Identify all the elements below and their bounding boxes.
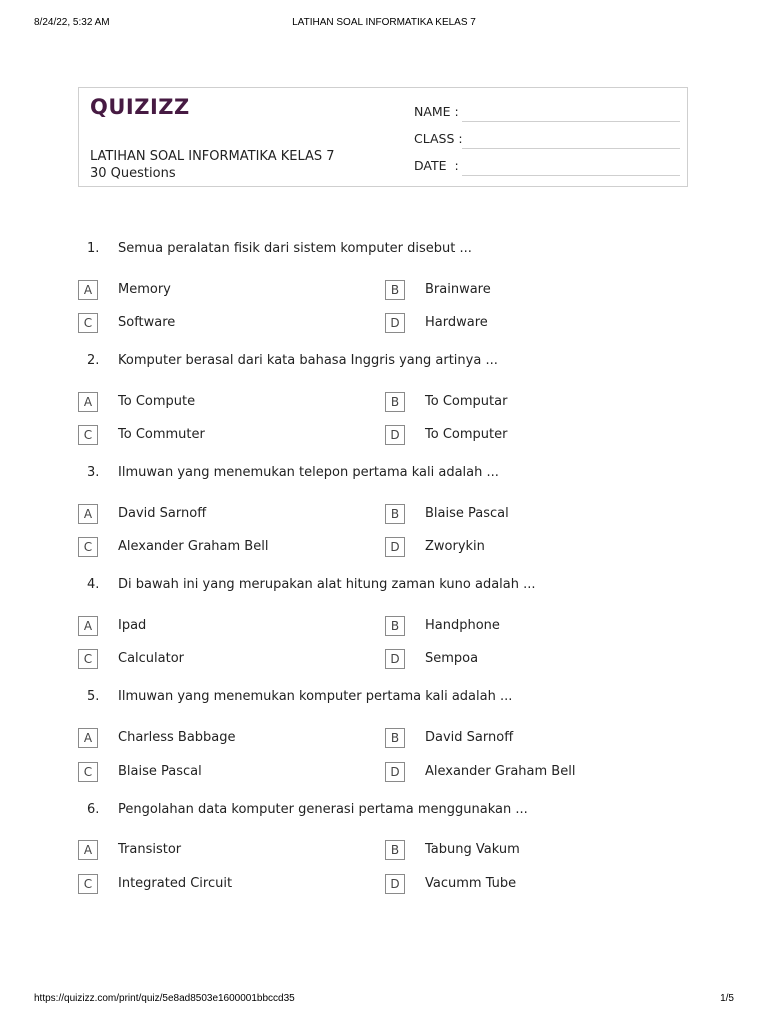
date-field[interactable] [414,156,680,176]
option-text: To Compute [118,394,196,409]
option-text: Memory [118,282,171,297]
option-text: To Commuter [118,427,205,442]
option-text: Transistor [118,842,182,857]
option-letter: D [385,649,405,669]
option-letter: C [78,649,98,669]
option-letter: C [78,762,98,782]
question-number: 5. [87,689,100,704]
option-text: Brainware [425,282,491,297]
question-6 [78,802,688,912]
option-text: Hardware [425,315,488,330]
option-letter: A [78,392,98,412]
quiz-header-box [78,87,688,187]
option-letter: A [78,504,98,524]
option-text: Vacumm Tube [425,876,517,891]
option-letter: D [385,537,405,557]
question-number: 6. [87,802,100,817]
option-text: Tabung Vakum [425,842,520,857]
question-2 [78,353,688,463]
option-letter: B [385,616,405,636]
quizizz-logo: QUIZIZZ [90,95,190,119]
question-4 [78,577,688,687]
option-text: To Computer [425,427,508,442]
option-letter: B [385,840,405,860]
option-text: David Sarnoff [425,730,514,745]
option-letter: D [385,313,405,333]
name-field[interactable] [414,102,680,122]
quiz-title: LATIHAN SOAL INFORMATIKA KELAS 7 [90,149,335,164]
print-url: https://quizizz.com/print/quiz/5e8ad8503e1600001bbccd35 [34,993,295,1004]
option-text: Integrated Circuit [118,876,233,891]
option-letter: C [78,425,98,445]
date-line [462,175,680,176]
option-letter: C [78,313,98,333]
option-letter: D [385,762,405,782]
option-letter: C [78,874,98,894]
option-letter: A [78,616,98,636]
option-letter: A [78,280,98,300]
option-letter: B [385,728,405,748]
class-label: CLASS : [414,131,463,146]
option-text: To Computar [425,394,508,409]
question-text: Ilmuwan yang menemukan komputer pertama kali adalah ... [118,689,513,704]
option-text: Ipad [118,618,147,633]
question-5 [78,689,688,799]
option-letter: D [385,425,405,445]
option-text: Alexander Graham Bell [118,539,269,554]
option-letter: B [385,392,405,412]
option-text: Software [118,315,176,330]
option-letter: B [385,504,405,524]
date-label: DATE : [414,158,459,173]
question-1 [78,241,688,351]
option-letter: B [385,280,405,300]
question-text: Ilmuwan yang menemukan telepon pertama kali adalah ... [118,465,499,480]
name-line [462,121,680,122]
question-number: 3. [87,465,100,480]
class-field[interactable] [414,129,680,149]
option-text: Charless Babbage [118,730,236,745]
option-text: Handphone [425,618,500,633]
question-text: Pengolahan data komputer generasi pertama menggunakan ... [118,802,528,817]
question-text: Semua peralatan fisik dari sistem komputer disebut ... [118,241,472,256]
question-number: 4. [87,577,100,592]
option-text: Blaise Pascal [118,764,202,779]
option-letter: D [385,874,405,894]
question-text: Di bawah ini yang merupakan alat hitung zaman kuno adalah ... [118,577,536,592]
question-count: 30 Questions [90,166,176,181]
option-text: David Sarnoff [118,506,207,521]
option-text: Zworykin [425,539,485,554]
print-title: LATIHAN SOAL INFORMATIKA KELAS 7 [292,17,476,28]
class-line [462,148,680,149]
question-text: Komputer berasal dari kata bahasa Inggris yang artinya ... [118,353,498,368]
option-text: Sempoa [425,651,479,666]
option-text: Blaise Pascal [425,506,509,521]
option-letter: A [78,840,98,860]
option-letter: C [78,537,98,557]
option-text: Alexander Graham Bell [425,764,576,779]
name-label: NAME : [414,104,459,119]
question-number: 2. [87,353,100,368]
option-letter: A [78,728,98,748]
page-number: 1/5 [720,993,734,1004]
question-3 [78,465,688,575]
print-datetime: 8/24/22, 5:32 AM [34,17,110,28]
option-text: Calculator [118,651,185,666]
question-number: 1. [87,241,100,256]
